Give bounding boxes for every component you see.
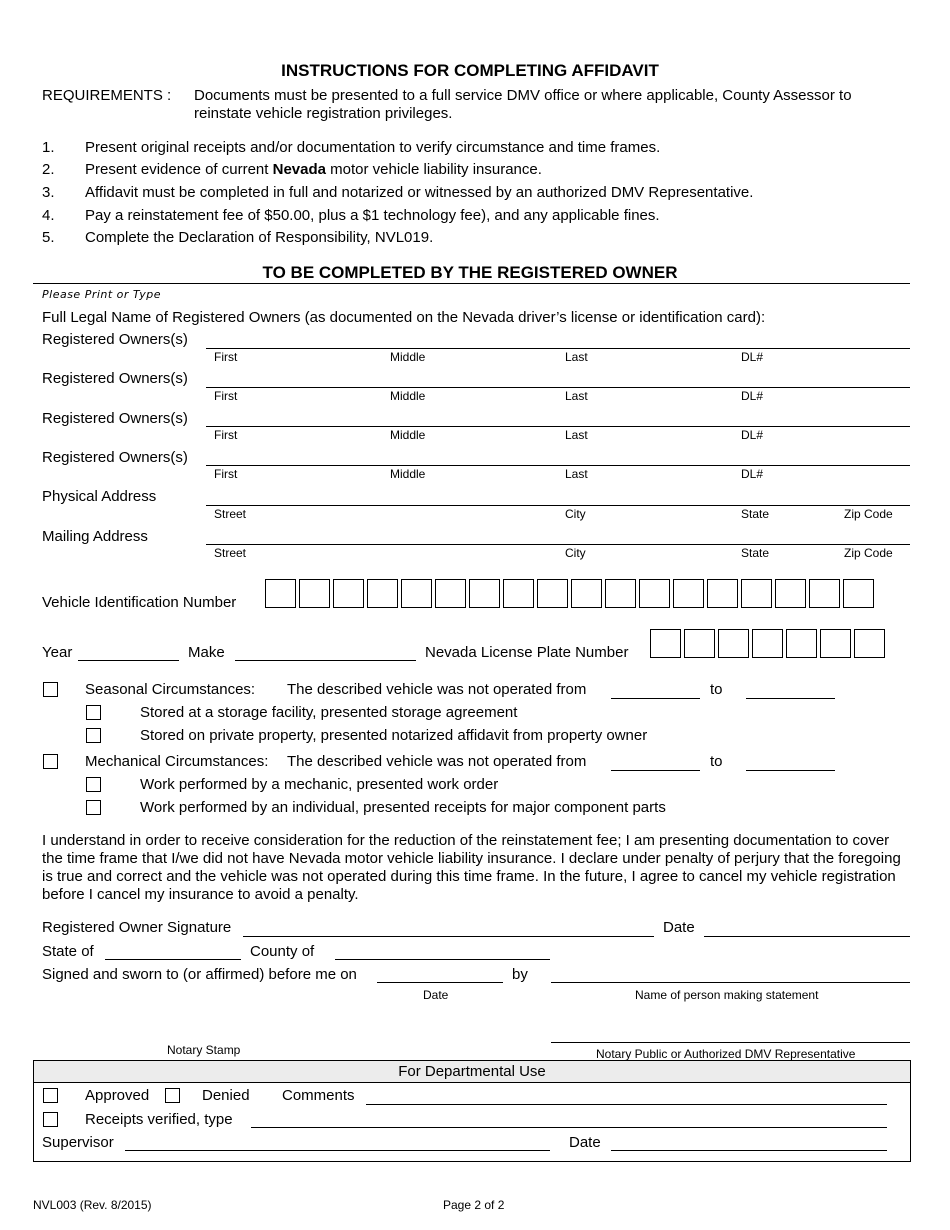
private-property-label: Stored on private property, presented notarized affidavit from property owner [140,727,648,744]
mechanical-label: Mechanical Circumstances: [85,753,269,770]
middle-sublabel: Middle [390,389,426,403]
owner-section-title: TO BE COMPLETED BY THE REGISTERED OWNER [262,263,678,282]
dl-sublabel: DL# [741,389,764,403]
dl-sublabel: DL# [741,350,764,364]
instruction-text: Present evidence of current Nevada motor vehicle liability insurance. [85,161,542,178]
seasonal-from-field[interactable] [611,698,700,699]
physical-address-field[interactable] [206,505,910,506]
approved-label: Approved [85,1087,150,1104]
make-field[interactable] [235,660,416,661]
denied-label: Denied [202,1087,250,1104]
mechanical-checkbox[interactable] [43,754,58,769]
plate-char-box[interactable] [684,629,715,658]
full-name-label: Full Legal Name of Registered Owners (as documented on the Nevada driver’s license or identification card): [42,309,766,326]
departmental-title: For Departmental Use [398,1063,546,1080]
physical-address-label: Physical Address [42,488,157,505]
county-of-field[interactable] [335,959,550,960]
instruction-text: Present original receipts and/or documentation to verify circumstance and time frames. [85,139,661,156]
comments-label: Comments [282,1087,355,1104]
owner-signature-label: Registered Owner Signature [42,919,232,936]
state-of-label: State of [42,943,94,960]
comments-field[interactable] [366,1104,887,1105]
plate-char-box[interactable] [854,629,885,658]
seasonal-to-field[interactable] [746,698,835,699]
middle-sublabel: Middle [390,350,426,364]
dept-date-field[interactable] [611,1150,887,1151]
street-sublabel: Street [214,507,247,521]
notary-public-label: Notary Public or Authorized DMV Representative [596,1047,856,1061]
owner-signature-field[interactable] [243,936,654,937]
departmental-header [34,1061,910,1083]
notary-signature-field[interactable] [551,1042,910,1043]
owner-name-field[interactable] [206,348,910,349]
approved-checkbox[interactable] [43,1088,58,1103]
registered-owner-label: Registered Owners(s) [42,410,188,427]
state-of-field[interactable] [105,959,241,960]
vin-char-box[interactable] [673,579,704,608]
last-sublabel: Last [565,467,588,481]
state-sublabel: State [741,546,770,560]
last-sublabel: Last [565,428,588,442]
vin-char-box[interactable] [639,579,670,608]
individual-checkbox[interactable] [86,800,101,815]
vin-char-box[interactable] [707,579,738,608]
mechanical-to-field[interactable] [746,770,835,771]
year-label: Year [42,644,73,661]
mechanic-label: Work performed by a mechanic, presented work order [140,776,499,793]
vin-char-box[interactable] [809,579,840,608]
plate-char-box[interactable] [820,629,851,658]
first-sublabel: First [214,428,238,442]
first-sublabel: First [214,389,238,403]
year-field[interactable] [78,660,179,661]
mailing-address-label: Mailing Address [42,528,148,545]
section-divider [33,283,910,284]
statement-name-field[interactable] [551,982,910,983]
middle-sublabel: Middle [390,428,426,442]
city-sublabel: City [565,507,586,521]
first-sublabel: First [214,350,238,364]
plate-char-box[interactable] [786,629,817,658]
seasonal-label: Seasonal Circumstances: [85,681,256,698]
mechanic-checkbox[interactable] [86,777,101,792]
dept-date-label: Date [569,1134,601,1151]
sworn-date-field[interactable] [377,982,503,983]
notary-stamp-label: Notary Stamp [167,1043,241,1057]
plate-label: Nevada License Plate Number [425,644,629,661]
vin-char-box[interactable] [741,579,772,608]
storage-facility-label: Stored at a storage facility, presented storage agreement [140,704,518,721]
vin-char-box[interactable] [503,579,534,608]
sworn-label: Signed and sworn to (or affirmed) before me on [42,966,357,983]
zip-sublabel: Zip Code [844,546,893,560]
dl-sublabel: DL# [741,467,764,481]
dl-sublabel: DL# [741,428,764,442]
private-property-checkbox[interactable] [86,728,101,743]
to-label: to [710,753,723,770]
instructions-title: INSTRUCTIONS FOR COMPLETING AFFIDAVIT [281,61,659,80]
vin-char-box[interactable] [571,579,602,608]
middle-sublabel: Middle [390,467,426,481]
vin-char-box[interactable] [843,579,874,608]
vin-char-box[interactable] [537,579,568,608]
requirements-text: Documents must be presented to a full service DMV office or where applicable, County Assessor to reinstate vehicle registration privileges. [194,87,852,122]
last-sublabel: Last [565,350,588,364]
receipts-checkbox[interactable] [43,1112,58,1127]
zip-sublabel: Zip Code [844,507,893,521]
vin-char-box[interactable] [469,579,500,608]
vin-char-box[interactable] [435,579,466,608]
instruction-text: Affidavit must be completed in full and notarized or witnessed by an authorized DMV Representative. [85,184,754,201]
supervisor-label: Supervisor [42,1134,114,1151]
denied-checkbox[interactable] [165,1088,180,1103]
owner-name-field[interactable] [206,426,910,427]
date-sublabel: Date [423,988,449,1002]
first-sublabel: First [214,467,238,481]
instruction-num: 1. [42,139,55,156]
form-id: NVL003 (Rev. 8/2015) [33,1198,152,1212]
instruction-num: 3. [42,184,55,201]
city-sublabel: City [565,546,586,560]
seasonal-checkbox[interactable] [43,682,58,697]
mechanical-text: The described vehicle was not operated from [287,753,587,770]
registered-owner-label: Registered Owners(s) [42,331,188,348]
registered-owner-label: Registered Owners(s) [42,449,188,466]
owner-name-field[interactable] [206,465,910,466]
name-sublabel: Name of person making statement [635,988,819,1002]
registered-owner-label: Registered Owners(s) [42,370,188,387]
storage-facility-checkbox[interactable] [86,705,101,720]
mailing-address-field[interactable] [206,544,910,545]
owner-name-field[interactable] [206,387,910,388]
plate-char-box[interactable] [650,629,681,658]
by-label: by [512,966,528,983]
make-label: Make [188,644,225,661]
vin-char-box[interactable] [401,579,432,608]
instruction-num: 2. [42,161,55,178]
signature-date-field[interactable] [704,936,910,937]
vin-label: Vehicle Identification Number [42,594,237,611]
vin-char-box[interactable] [605,579,636,608]
individual-label: Work performed by an individual, presented receipts for major component parts [140,799,666,816]
supervisor-field[interactable] [125,1150,550,1151]
seasonal-text: The described vehicle was not operated from [287,681,587,698]
requirements-label: REQUIREMENTS : [42,87,172,104]
last-sublabel: Last [565,389,588,403]
vin-char-box[interactable] [299,579,330,608]
to-label: to [710,681,723,698]
vin-char-box[interactable] [367,579,398,608]
instruction-num: 5. [42,229,55,246]
date-label: Date [663,919,695,936]
mechanical-from-field[interactable] [611,770,700,771]
instruction-text: Pay a reinstatement fee of $50.00, plus a $1 technology fee), and any applicable fines. [85,207,660,224]
vin-char-box[interactable] [775,579,806,608]
receipts-type-field[interactable] [251,1127,887,1128]
declaration-text: I understand in order to receive consideration for the reduction of the reinstatement fee; I am presenting documentation to cover the time frame that I/we did not have Nevada motor vehicle liability insurance. I declare under penalty of perjury that the foregoing is true and correct and the vehicle was not operated during this time frame. In the future, I agree to cancel my vehicle registration before I cancel my insurance to avoid a penalty. [42,832,901,903]
county-of-label: County of [250,943,315,960]
state-sublabel: State [741,507,770,521]
receipts-label: Receipts verified, type [85,1111,233,1128]
street-sublabel: Street [214,546,247,560]
instruction-text: Complete the Declaration of Responsibility, NVL019. [85,229,434,246]
instruction-num: 4. [42,207,55,224]
plate-char-box[interactable] [718,629,749,658]
vin-char-box[interactable] [265,579,296,608]
page-number: Page 2 of 2 [443,1198,505,1212]
vin-char-box[interactable] [333,579,364,608]
print-hint: Please Print or Type [42,288,161,301]
plate-char-box[interactable] [752,629,783,658]
